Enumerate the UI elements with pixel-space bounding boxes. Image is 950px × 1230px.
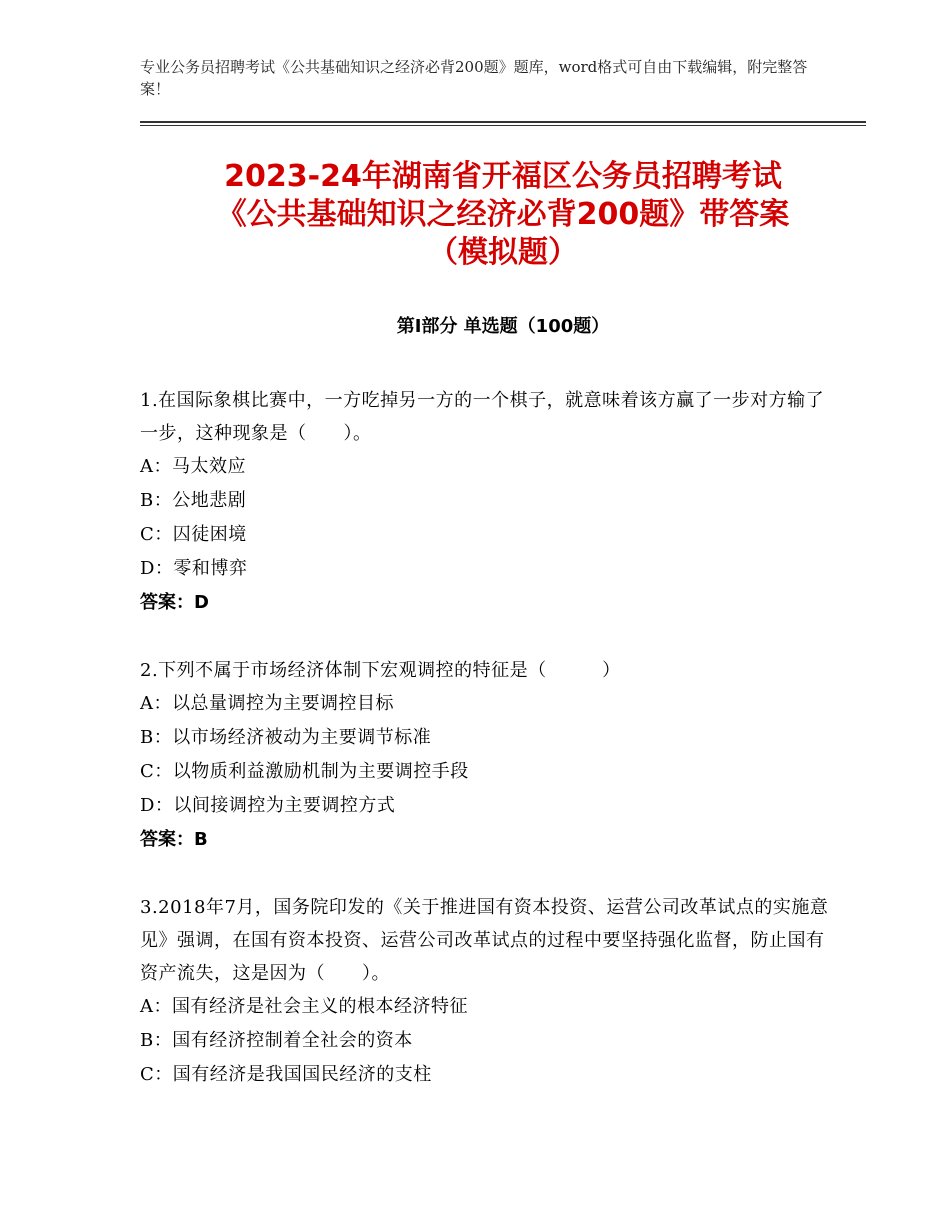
- document-title: [140, 158, 866, 272]
- option-b: B：公地悲剧: [140, 490, 247, 511]
- option-b: B：以市场经济被动为主要调节标准: [140, 727, 432, 748]
- option-d: D：以间接调控为主要调控方式: [140, 795, 396, 816]
- option-c: C：囚徒困境: [140, 524, 247, 545]
- question-3: [140, 891, 830, 1092]
- answer: 答案：D: [140, 592, 209, 613]
- option-a: A：以总量调控为主要调控目标: [140, 693, 394, 714]
- option-d: D：零和博弈: [140, 558, 248, 579]
- option-a: A：国有经济是社会主义的根本经济特征: [140, 996, 468, 1017]
- section-title: 第Ⅰ部分 单选题（100题）: [396, 316, 610, 337]
- answer: 答案：B: [140, 829, 208, 850]
- option-b: B：国有经济控制着全社会的资本: [140, 1030, 413, 1051]
- option-c: C：以物质利益激励机制为主要调控手段: [140, 761, 469, 782]
- document-title-line-2: 《公共基础知识之经济必背200题》带答案: [216, 197, 790, 232]
- question-stem: 3.2018年7月，国务院印发的《关于推进国有资本投资、运营公司改革试点的实施意见》强调，在国有资本投资、运营公司改革试点的过程中要坚持强化监督，防止国有资产流失，这是因为（ ）。: [140, 897, 829, 984]
- document-title-line-3: （模拟题）: [428, 235, 578, 270]
- question-2: [140, 654, 830, 857]
- option-c: C：国有经济是我国国民经济的支柱: [140, 1064, 432, 1085]
- question-1: [140, 384, 830, 620]
- option-a: A：马太效应: [140, 456, 246, 477]
- header-divider-thick: [140, 121, 866, 123]
- question-stem: 2.下列不属于市场经济体制下宏观调控的特征是（ ）: [140, 660, 621, 681]
- header-divider-thin: [140, 125, 866, 126]
- document-title-line-1: 2023-24年湖南省开福区公务员招聘考试: [224, 159, 782, 194]
- question-stem: 1.在国际象棋比赛中，一方吃掉另一方的一个棋子，就意味着该方赢了一步对方输了一步，这种现象是（ ）。: [140, 390, 825, 444]
- header-note: 专业公务员招聘考试《公共基础知识之经济必背200题》题库，word格式可自由下载编辑，附完整答案！: [140, 58, 808, 98]
- question-list: [140, 384, 830, 1126]
